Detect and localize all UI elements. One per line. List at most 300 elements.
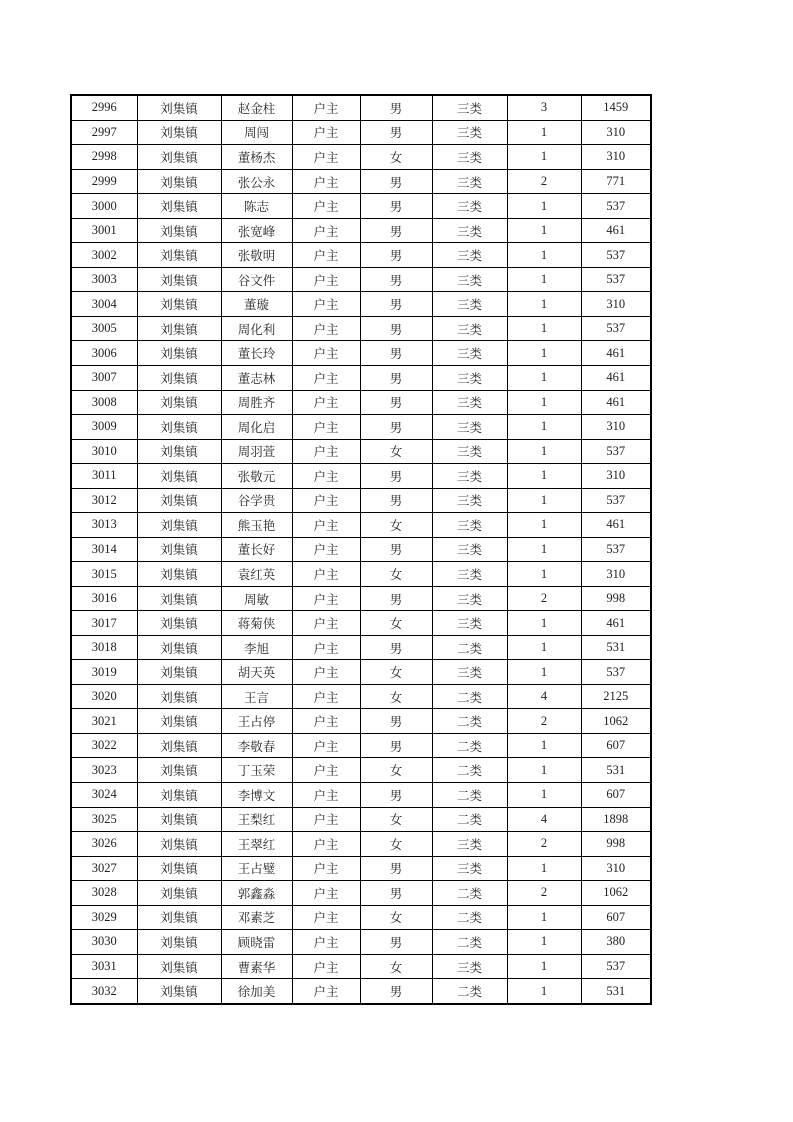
- cell-person_count: 1: [507, 954, 581, 979]
- cell-town: 刘集镇: [137, 586, 221, 611]
- cell-relation: 户主: [292, 537, 360, 562]
- table-row: [71, 243, 651, 268]
- cell-category: 三类: [432, 341, 507, 366]
- cell-amount: 461: [581, 513, 651, 538]
- table-row: [71, 832, 651, 857]
- cell-person_count: 1: [507, 733, 581, 758]
- cell-town: 刘集镇: [137, 562, 221, 587]
- cell-serial_no: 3006: [71, 341, 137, 366]
- cell-serial_no: 3020: [71, 684, 137, 709]
- cell-name: 周羽萱: [221, 439, 292, 464]
- table-row: [71, 488, 651, 513]
- cell-town: 刘集镇: [137, 832, 221, 857]
- table-row: [71, 169, 651, 194]
- table-row: [71, 562, 651, 587]
- cell-gender: 男: [360, 267, 432, 292]
- cell-serial_no: 3027: [71, 856, 137, 881]
- table-row: [71, 145, 651, 170]
- cell-category: 二类: [432, 979, 507, 1004]
- cell-category: 二类: [432, 807, 507, 832]
- cell-person_count: 1: [507, 562, 581, 587]
- cell-town: 刘集镇: [137, 292, 221, 317]
- cell-serial_no: 3000: [71, 194, 137, 219]
- cell-amount: 461: [581, 341, 651, 366]
- cell-amount: 461: [581, 390, 651, 415]
- cell-person_count: 1: [507, 365, 581, 390]
- cell-category: 三类: [432, 365, 507, 390]
- cell-gender: 男: [360, 586, 432, 611]
- cell-amount: 1062: [581, 881, 651, 906]
- cell-category: 三类: [432, 464, 507, 489]
- cell-category: 三类: [432, 145, 507, 170]
- table-row: [71, 390, 651, 415]
- cell-amount: 2125: [581, 684, 651, 709]
- cell-amount: 998: [581, 586, 651, 611]
- cell-amount: 461: [581, 218, 651, 243]
- cell-category: 三类: [432, 292, 507, 317]
- cell-category: 二类: [432, 881, 507, 906]
- cell-category: 三类: [432, 562, 507, 587]
- cell-name: 周化利: [221, 316, 292, 341]
- cell-category: 三类: [432, 415, 507, 440]
- cell-relation: 户主: [292, 733, 360, 758]
- cell-relation: 户主: [292, 758, 360, 783]
- cell-category: 三类: [432, 488, 507, 513]
- cell-amount: 461: [581, 365, 651, 390]
- cell-serial_no: 3002: [71, 243, 137, 268]
- cell-gender: 男: [360, 341, 432, 366]
- cell-name: 董长玲: [221, 341, 292, 366]
- cell-town: 刘集镇: [137, 365, 221, 390]
- cell-category: 二类: [432, 684, 507, 709]
- cell-relation: 户主: [292, 513, 360, 538]
- table-row: [71, 635, 651, 660]
- cell-serial_no: 3022: [71, 733, 137, 758]
- cell-name: 张宽峰: [221, 218, 292, 243]
- cell-person_count: 1: [507, 856, 581, 881]
- table-row: [71, 292, 651, 317]
- cell-person_count: 2: [507, 586, 581, 611]
- cell-amount: 537: [581, 316, 651, 341]
- cell-name: 周胜齐: [221, 390, 292, 415]
- cell-name: 蒋菊侠: [221, 611, 292, 636]
- table-row: [71, 95, 651, 120]
- cell-amount: 537: [581, 267, 651, 292]
- cell-name: 谷文件: [221, 267, 292, 292]
- cell-town: 刘集镇: [137, 439, 221, 464]
- cell-amount: 537: [581, 243, 651, 268]
- cell-gender: 男: [360, 464, 432, 489]
- cell-town: 刘集镇: [137, 390, 221, 415]
- cell-name: 董璇: [221, 292, 292, 317]
- cell-person_count: 1: [507, 292, 581, 317]
- cell-town: 刘集镇: [137, 954, 221, 979]
- cell-gender: 男: [360, 635, 432, 660]
- cell-serial_no: 3032: [71, 979, 137, 1004]
- table-row: [71, 954, 651, 979]
- table-row: [71, 930, 651, 955]
- cell-town: 刘集镇: [137, 758, 221, 783]
- cell-serial_no: 3023: [71, 758, 137, 783]
- cell-name: 赵金柱: [221, 95, 292, 120]
- cell-serial_no: 3026: [71, 832, 137, 857]
- cell-serial_no: 3009: [71, 415, 137, 440]
- cell-name: 王梨红: [221, 807, 292, 832]
- cell-relation: 户主: [292, 243, 360, 268]
- cell-person_count: 2: [507, 169, 581, 194]
- cell-town: 刘集镇: [137, 709, 221, 734]
- cell-serial_no: 3029: [71, 905, 137, 930]
- cell-serial_no: 3010: [71, 439, 137, 464]
- table-row: [71, 194, 651, 219]
- cell-town: 刘集镇: [137, 856, 221, 881]
- cell-relation: 户主: [292, 390, 360, 415]
- cell-gender: 女: [360, 807, 432, 832]
- cell-amount: 531: [581, 758, 651, 783]
- cell-serial_no: 3031: [71, 954, 137, 979]
- cell-gender: 男: [360, 537, 432, 562]
- cell-serial_no: 3024: [71, 783, 137, 808]
- cell-relation: 户主: [292, 586, 360, 611]
- cell-person_count: 1: [507, 979, 581, 1004]
- cell-name: 王占璧: [221, 856, 292, 881]
- cell-amount: 537: [581, 537, 651, 562]
- table-row: [71, 415, 651, 440]
- cell-name: 张敬明: [221, 243, 292, 268]
- cell-amount: 310: [581, 856, 651, 881]
- cell-town: 刘集镇: [137, 660, 221, 685]
- cell-town: 刘集镇: [137, 979, 221, 1004]
- cell-amount: 310: [581, 145, 651, 170]
- cell-person_count: 3: [507, 95, 581, 120]
- cell-town: 刘集镇: [137, 905, 221, 930]
- cell-gender: 女: [360, 513, 432, 538]
- cell-category: 二类: [432, 905, 507, 930]
- cell-person_count: 1: [507, 341, 581, 366]
- cell-person_count: 1: [507, 267, 581, 292]
- cell-relation: 户主: [292, 954, 360, 979]
- cell-relation: 户主: [292, 464, 360, 489]
- cell-gender: 男: [360, 169, 432, 194]
- cell-serial_no: 3007: [71, 365, 137, 390]
- cell-name: 张敬元: [221, 464, 292, 489]
- cell-category: 三类: [432, 316, 507, 341]
- cell-relation: 户主: [292, 979, 360, 1004]
- cell-gender: 男: [360, 930, 432, 955]
- cell-person_count: 2: [507, 832, 581, 857]
- table-row: [71, 120, 651, 145]
- cell-person_count: 1: [507, 390, 581, 415]
- cell-relation: 户主: [292, 881, 360, 906]
- cell-serial_no: 3005: [71, 316, 137, 341]
- cell-serial_no: 3018: [71, 635, 137, 660]
- cell-relation: 户主: [292, 194, 360, 219]
- cell-amount: 607: [581, 783, 651, 808]
- cell-town: 刘集镇: [137, 169, 221, 194]
- cell-category: 三类: [432, 832, 507, 857]
- table-body: [71, 95, 651, 1004]
- cell-town: 刘集镇: [137, 807, 221, 832]
- cell-gender: 男: [360, 390, 432, 415]
- table-row: [71, 807, 651, 832]
- cell-amount: 607: [581, 733, 651, 758]
- cell-person_count: 1: [507, 537, 581, 562]
- cell-relation: 户主: [292, 635, 360, 660]
- cell-person_count: 1: [507, 783, 581, 808]
- cell-category: 二类: [432, 733, 507, 758]
- cell-category: 三类: [432, 390, 507, 415]
- cell-serial_no: 2997: [71, 120, 137, 145]
- cell-category: 三类: [432, 537, 507, 562]
- cell-person_count: 1: [507, 194, 581, 219]
- cell-town: 刘集镇: [137, 120, 221, 145]
- cell-relation: 户主: [292, 562, 360, 587]
- cell-amount: 531: [581, 635, 651, 660]
- cell-amount: 537: [581, 439, 651, 464]
- cell-person_count: 1: [507, 439, 581, 464]
- cell-category: 二类: [432, 758, 507, 783]
- cell-amount: 998: [581, 832, 651, 857]
- cell-amount: 537: [581, 488, 651, 513]
- cell-serial_no: 3012: [71, 488, 137, 513]
- table-row: [71, 758, 651, 783]
- table-row: [71, 611, 651, 636]
- cell-name: 周化启: [221, 415, 292, 440]
- cell-gender: 女: [360, 954, 432, 979]
- cell-amount: 1898: [581, 807, 651, 832]
- cell-person_count: 1: [507, 316, 581, 341]
- cell-town: 刘集镇: [137, 733, 221, 758]
- cell-gender: 男: [360, 856, 432, 881]
- cell-name: 王言: [221, 684, 292, 709]
- cell-gender: 男: [360, 95, 432, 120]
- cell-category: 三类: [432, 218, 507, 243]
- cell-amount: 1459: [581, 95, 651, 120]
- table-row: [71, 316, 651, 341]
- table-row: [71, 709, 651, 734]
- cell-gender: 男: [360, 365, 432, 390]
- cell-relation: 户主: [292, 832, 360, 857]
- cell-serial_no: 2998: [71, 145, 137, 170]
- table-row: [71, 341, 651, 366]
- cell-amount: 1062: [581, 709, 651, 734]
- cell-gender: 男: [360, 709, 432, 734]
- cell-name: 邓素芝: [221, 905, 292, 930]
- cell-category: 二类: [432, 930, 507, 955]
- cell-person_count: 1: [507, 415, 581, 440]
- cell-person_count: 1: [507, 635, 581, 660]
- cell-serial_no: 3028: [71, 881, 137, 906]
- cell-town: 刘集镇: [137, 684, 221, 709]
- cell-amount: 310: [581, 415, 651, 440]
- cell-gender: 女: [360, 832, 432, 857]
- cell-relation: 户主: [292, 856, 360, 881]
- cell-town: 刘集镇: [137, 145, 221, 170]
- cell-serial_no: 3001: [71, 218, 137, 243]
- cell-relation: 户主: [292, 905, 360, 930]
- cell-town: 刘集镇: [137, 267, 221, 292]
- cell-name: 董志林: [221, 365, 292, 390]
- cell-category: 三类: [432, 194, 507, 219]
- cell-gender: 男: [360, 120, 432, 145]
- cell-amount: 310: [581, 562, 651, 587]
- cell-relation: 户主: [292, 267, 360, 292]
- cell-town: 刘集镇: [137, 316, 221, 341]
- cell-name: 李旭: [221, 635, 292, 660]
- cell-name: 周闯: [221, 120, 292, 145]
- cell-gender: 女: [360, 684, 432, 709]
- cell-category: 三类: [432, 95, 507, 120]
- cell-name: 张公永: [221, 169, 292, 194]
- cell-gender: 男: [360, 415, 432, 440]
- cell-gender: 男: [360, 243, 432, 268]
- cell-category: 三类: [432, 586, 507, 611]
- cell-name: 陈志: [221, 194, 292, 219]
- cell-person_count: 1: [507, 611, 581, 636]
- cell-serial_no: 3011: [71, 464, 137, 489]
- cell-gender: 男: [360, 733, 432, 758]
- cell-relation: 户主: [292, 316, 360, 341]
- cell-serial_no: 3017: [71, 611, 137, 636]
- cell-relation: 户主: [292, 611, 360, 636]
- cell-person_count: 1: [507, 930, 581, 955]
- table-row: [71, 537, 651, 562]
- cell-name: 董杨杰: [221, 145, 292, 170]
- cell-name: 李博文: [221, 783, 292, 808]
- cell-serial_no: 3013: [71, 513, 137, 538]
- cell-gender: 女: [360, 758, 432, 783]
- cell-amount: 607: [581, 905, 651, 930]
- cell-town: 刘集镇: [137, 513, 221, 538]
- table-row: [71, 513, 651, 538]
- cell-name: 熊玉艳: [221, 513, 292, 538]
- table-row: [71, 783, 651, 808]
- cell-amount: 310: [581, 292, 651, 317]
- cell-serial_no: 3021: [71, 709, 137, 734]
- cell-gender: 男: [360, 979, 432, 1004]
- cell-amount: 380: [581, 930, 651, 955]
- cell-serial_no: 3030: [71, 930, 137, 955]
- cell-name: 周敏: [221, 586, 292, 611]
- cell-serial_no: 3004: [71, 292, 137, 317]
- cell-person_count: 2: [507, 709, 581, 734]
- cell-person_count: 1: [507, 513, 581, 538]
- cell-category: 三类: [432, 856, 507, 881]
- cell-town: 刘集镇: [137, 611, 221, 636]
- cell-person_count: 1: [507, 660, 581, 685]
- cell-category: 二类: [432, 783, 507, 808]
- cell-name: 王翠红: [221, 832, 292, 857]
- cell-category: 三类: [432, 267, 507, 292]
- cell-relation: 户主: [292, 415, 360, 440]
- cell-person_count: 1: [507, 464, 581, 489]
- cell-category: 三类: [432, 169, 507, 194]
- cell-gender: 男: [360, 488, 432, 513]
- cell-relation: 户主: [292, 807, 360, 832]
- cell-category: 二类: [432, 709, 507, 734]
- cell-relation: 户主: [292, 439, 360, 464]
- cell-serial_no: 3003: [71, 267, 137, 292]
- table-row: [71, 881, 651, 906]
- household-subsidy-table: [70, 94, 652, 1005]
- cell-name: 谷学贵: [221, 488, 292, 513]
- cell-name: 袁红英: [221, 562, 292, 587]
- cell-category: 三类: [432, 243, 507, 268]
- cell-town: 刘集镇: [137, 341, 221, 366]
- table-row: [71, 733, 651, 758]
- cell-relation: 户主: [292, 169, 360, 194]
- cell-serial_no: 3016: [71, 586, 137, 611]
- cell-category: 三类: [432, 611, 507, 636]
- cell-gender: 女: [360, 611, 432, 636]
- cell-gender: 男: [360, 881, 432, 906]
- cell-name: 郭鑫淼: [221, 881, 292, 906]
- table-row: [71, 684, 651, 709]
- cell-relation: 户主: [292, 292, 360, 317]
- cell-gender: 男: [360, 194, 432, 219]
- cell-serial_no: 3015: [71, 562, 137, 587]
- cell-relation: 户主: [292, 218, 360, 243]
- cell-category: 三类: [432, 513, 507, 538]
- cell-person_count: 1: [507, 758, 581, 783]
- cell-amount: 537: [581, 194, 651, 219]
- cell-person_count: 1: [507, 905, 581, 930]
- cell-relation: 户主: [292, 120, 360, 145]
- cell-town: 刘集镇: [137, 415, 221, 440]
- cell-gender: 女: [360, 439, 432, 464]
- cell-serial_no: 3019: [71, 660, 137, 685]
- cell-name: 董长好: [221, 537, 292, 562]
- cell-relation: 户主: [292, 488, 360, 513]
- cell-category: 三类: [432, 954, 507, 979]
- cell-relation: 户主: [292, 365, 360, 390]
- cell-town: 刘集镇: [137, 537, 221, 562]
- cell-town: 刘集镇: [137, 488, 221, 513]
- table-row: [71, 905, 651, 930]
- cell-person_count: 1: [507, 488, 581, 513]
- cell-name: 曹素华: [221, 954, 292, 979]
- cell-town: 刘集镇: [137, 194, 221, 219]
- table-row: [71, 979, 651, 1004]
- table-row: [71, 856, 651, 881]
- cell-gender: 男: [360, 316, 432, 341]
- table-row: [71, 267, 651, 292]
- cell-town: 刘集镇: [137, 243, 221, 268]
- cell-relation: 户主: [292, 783, 360, 808]
- cell-amount: 537: [581, 660, 651, 685]
- cell-person_count: 1: [507, 120, 581, 145]
- cell-name: 李敬春: [221, 733, 292, 758]
- cell-gender: 女: [360, 562, 432, 587]
- cell-gender: 女: [360, 660, 432, 685]
- cell-town: 刘集镇: [137, 464, 221, 489]
- cell-relation: 户主: [292, 95, 360, 120]
- cell-relation: 户主: [292, 660, 360, 685]
- table-row: [71, 218, 651, 243]
- cell-gender: 男: [360, 218, 432, 243]
- cell-town: 刘集镇: [137, 881, 221, 906]
- cell-person_count: 4: [507, 807, 581, 832]
- cell-town: 刘集镇: [137, 635, 221, 660]
- cell-person_count: 1: [507, 243, 581, 268]
- table-row: [71, 464, 651, 489]
- cell-name: 胡天英: [221, 660, 292, 685]
- cell-name: 徐加美: [221, 979, 292, 1004]
- cell-category: 三类: [432, 120, 507, 145]
- cell-serial_no: 2996: [71, 95, 137, 120]
- cell-gender: 女: [360, 145, 432, 170]
- cell-name: 王占停: [221, 709, 292, 734]
